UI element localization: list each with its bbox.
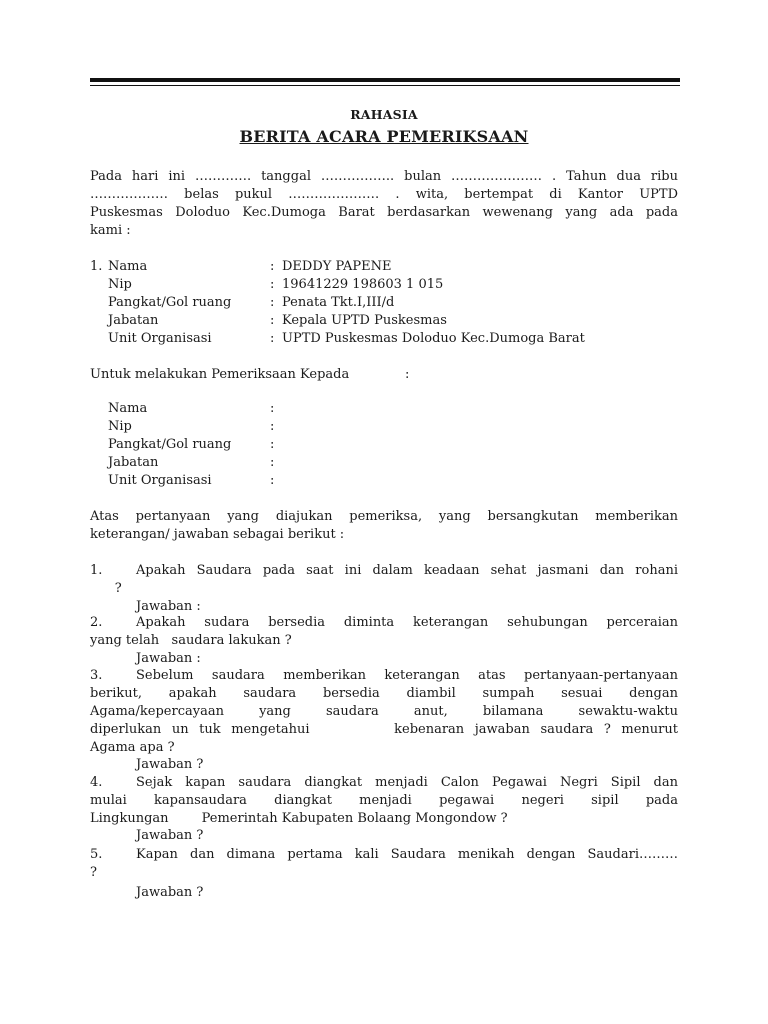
question-2-answer: Jawaban : <box>136 651 201 666</box>
examiner-colon-nip: : <box>270 277 275 292</box>
questions-intro-line-2: keterangan/ jawaban sebagai berikut : <box>90 527 345 542</box>
intro-line-1: Pada hari ini …………. tanggal …………….. bulan ………………… . Tahun dua ribu <box>90 169 678 184</box>
examiner-value-pangkat: Penata Tkt.I,III/d <box>282 295 395 310</box>
question-3-cont-4: Agama apa ? <box>90 740 175 755</box>
question-4-cont-2: Lingkungan Pemerintah Kabupaten Bolaang Mongondow ? <box>90 811 508 826</box>
examiner-colon-pangkat: : <box>270 295 275 310</box>
document-title: BERITA ACARA PEMERIKSAAN <box>239 127 529 146</box>
examinee-label-jabatan: Jabatan <box>108 455 159 470</box>
examinee-label-nip: Nip <box>108 419 132 434</box>
question-3-number: 3. <box>90 668 103 683</box>
examiner-label-nip: Nip <box>108 277 132 292</box>
examinee-label-unit: Unit Organisasi <box>108 473 212 488</box>
question-1-answer: Jawaban : <box>136 599 201 614</box>
examinee-colon-unit: : <box>270 473 275 488</box>
examinee-intro: Untuk melakukan Pemeriksaan Kepada <box>90 367 350 382</box>
header-rule-thin <box>90 85 680 86</box>
examiner-label-jabatan: Jabatan <box>108 313 159 328</box>
classification-label: RAHASIA <box>350 107 418 122</box>
examiner-label-nama: Nama <box>108 259 148 274</box>
question-4-number: 4. <box>90 775 103 790</box>
question-3-cont-1: berikut, apakah saudara bersedia diambil sumpah sesuai dengan <box>90 686 678 701</box>
examiner-colon-nama: : <box>270 259 275 274</box>
examinee-colon-nama: : <box>270 401 275 416</box>
examiner-colon-unit: : <box>270 331 275 346</box>
question-5-number: 5. <box>90 847 103 862</box>
examinee-colon-pangkat: : <box>270 437 275 452</box>
examiner-number: 1. <box>90 259 103 274</box>
intro-line-4: kami : <box>90 223 131 238</box>
question-4-answer: Jawaban ? <box>136 828 204 843</box>
question-4-cont-1: mulai kapansaudara diangkat menjadi pegawai negeri sipil pada <box>90 793 678 808</box>
question-2-number: 2. <box>90 615 103 630</box>
question-4-text: Sejak kapan saudara diangkat menjadi Calon Pegawai Negri Sipil dan <box>136 775 678 790</box>
question-5-cont-1: ? <box>90 865 97 880</box>
examiner-value-nip: 19641229 198603 1 015 <box>282 277 444 292</box>
intro-line-2: ……………… belas pukul ………………… . wita, bertempat di Kantor UPTD <box>90 187 678 202</box>
question-3-cont-2: Agama/kepercayaan yang saudara anut, bilamana sewaktu-waktu <box>90 704 678 719</box>
examinee-label-nama: Nama <box>108 401 148 416</box>
question-3-cont-3: diperlukan un tuk mengetahui kebenaran jawaban saudara ? menurut <box>90 722 678 737</box>
question-2-cont-1: yang telah saudara lakukan ? <box>90 633 292 648</box>
examiner-value-nama: DEDDY PAPENE <box>282 259 392 274</box>
question-3-answer: Jawaban ? <box>136 757 204 772</box>
question-1-text: Apakah Saudara pada saat ini dalam keadaan sehat jasmani dan rohani <box>136 563 678 578</box>
question-3-text: Sebelum saudara memberikan keterangan atas pertanyaan-pertanyaan <box>136 668 678 683</box>
examiner-label-unit: Unit Organisasi <box>108 331 212 346</box>
examiner-value-jabatan: Kepala UPTD Puskesmas <box>282 313 447 328</box>
question-5-answer: Jawaban ? <box>136 885 204 900</box>
examinee-colon-nip: : <box>270 419 275 434</box>
examiner-value-unit: UPTD Puskesmas Doloduo Kec.Dumoga Barat <box>282 331 585 346</box>
header-rule-thick <box>90 78 680 82</box>
question-5-text: Kapan dan dimana pertama kali Saudara menikah dengan Saudari……… <box>136 847 678 862</box>
question-2-text: Apakah sudara bersedia diminta keterangan sehubungan perceraian <box>136 615 678 630</box>
question-1-number: 1. <box>90 563 103 578</box>
examinee-intro-colon: : <box>405 367 410 382</box>
examiner-label-pangkat: Pangkat/Gol ruang <box>108 295 232 310</box>
question-1-cont-1: ? <box>90 581 122 596</box>
examinee-label-pangkat: Pangkat/Gol ruang <box>108 437 232 452</box>
examiner-colon-jabatan: : <box>270 313 275 328</box>
intro-line-3: Puskesmas Doloduo Kec.Dumoga Barat berdasarkan wewenang yang ada pada <box>90 205 678 220</box>
examinee-colon-jabatan: : <box>270 455 275 470</box>
questions-intro-line-1: Atas pertanyaan yang diajukan pemeriksa, yang bersangkutan memberikan <box>90 509 678 524</box>
